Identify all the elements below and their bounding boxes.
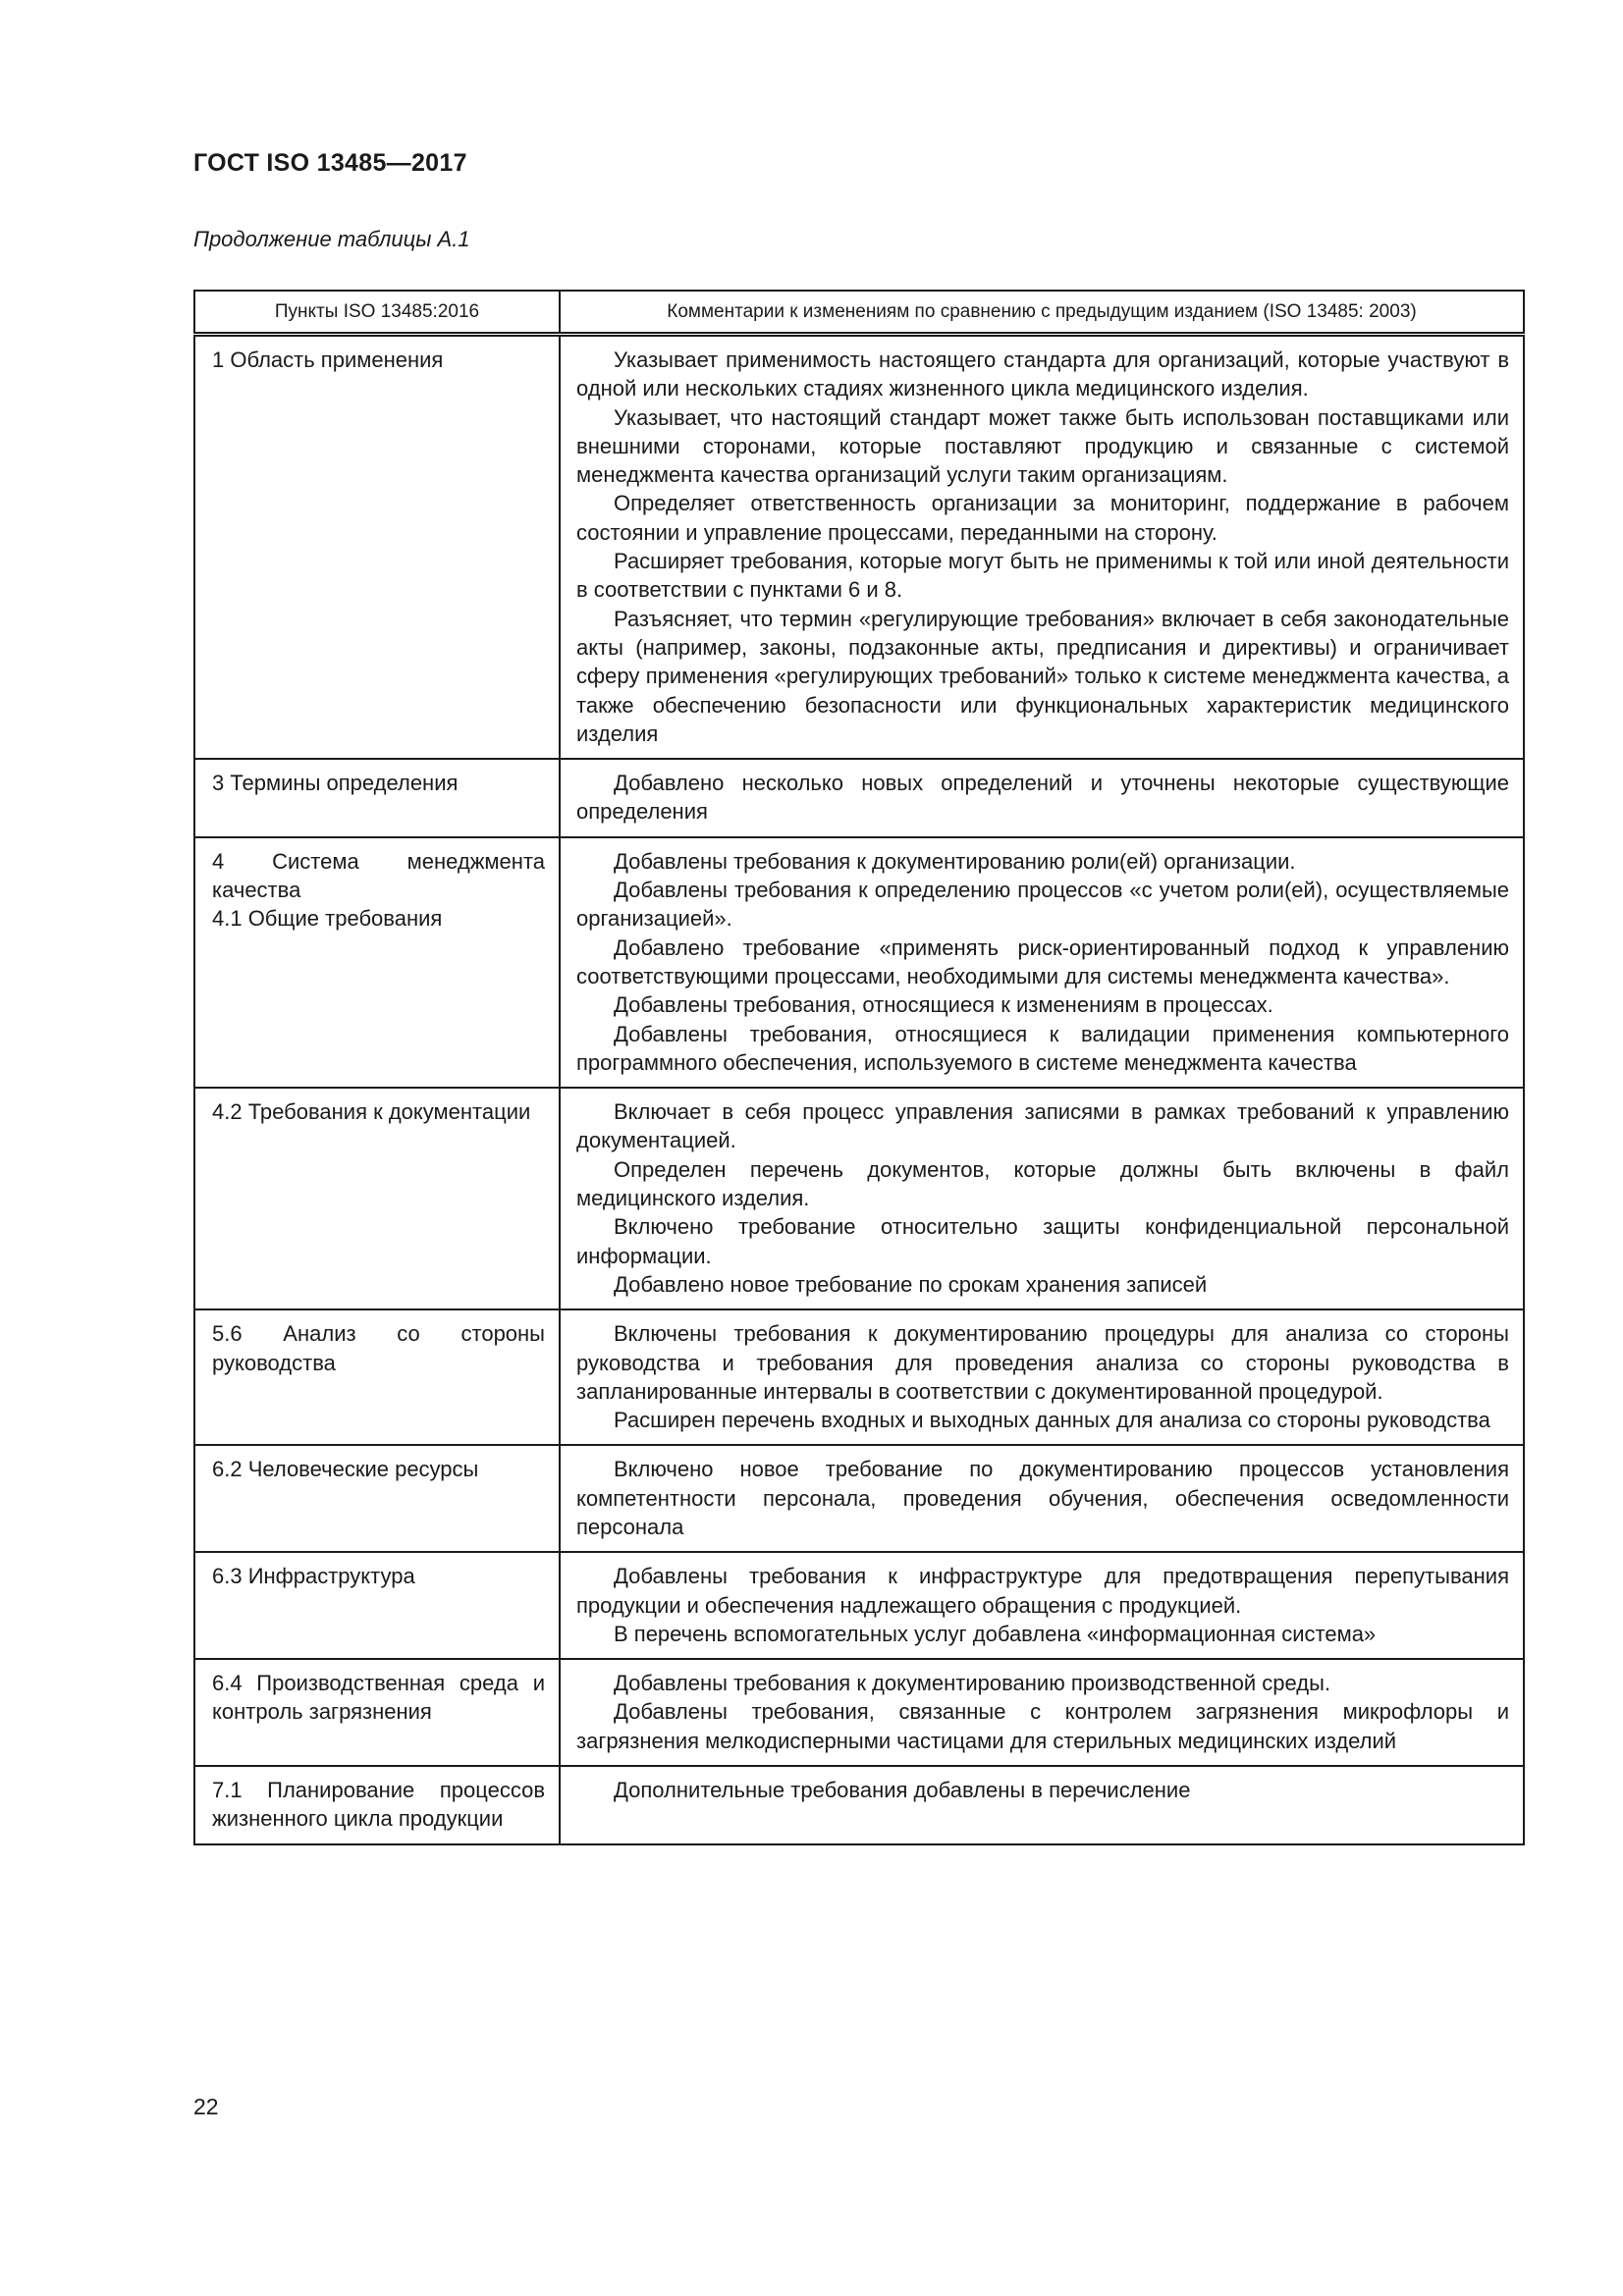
clause-cell bbox=[194, 1445, 560, 1552]
comment-paragraph: Расширяет требования, которые могут быть не применимы к той или иной деятельности в соответствии с пунктами 6 и 8. bbox=[576, 549, 1509, 603]
comment-paragraph: Добавлены требования к документированию роли(ей) организации. bbox=[614, 848, 1296, 874]
comment-paragraph: Указывает применимость настоящего стандарта для организаций, которые участвуют в одной или нескольких стадиях жизненного цикла медицинского изделия. bbox=[576, 347, 1509, 401]
clause-cell bbox=[194, 1088, 560, 1309]
table-row bbox=[194, 1309, 1524, 1445]
comment-paragraph: Определен перечень документов, которые должны быть включены в файл медицинского изделия. bbox=[576, 1156, 1509, 1211]
comment-paragraph: Расширен перечень входных и выходных данных для анализа со стороны руководства bbox=[614, 1408, 1490, 1433]
table-row bbox=[194, 1088, 1524, 1309]
clause-text: 3 Термины определения bbox=[212, 771, 459, 796]
clause-cell bbox=[194, 837, 560, 1088]
comment-cell bbox=[560, 1445, 1524, 1552]
clause-text: 6.4 Производственная среда и контроль загрязнения bbox=[212, 1671, 545, 1725]
comment-paragraph: В перечень вспомогательных услуг добавлена «информационная система» bbox=[614, 1621, 1377, 1646]
comment-cell bbox=[560, 335, 1524, 760]
comment-paragraph: Добавлены требования к инфраструктуре для предотвращения перепутывания продукции и обеспечения надлежащего обращения с продукцией. bbox=[576, 1564, 1509, 1618]
comment-cell bbox=[560, 1088, 1524, 1309]
comment-paragraph: Указывает, что настоящий стандарт может также быть использован поставщиками или внешними сторонами, которые поставляют продукцию и связанные с системой менеджмента качества организаций услуги таким организациям. bbox=[576, 404, 1509, 488]
clause-cell bbox=[194, 1659, 560, 1766]
comment-cell bbox=[560, 837, 1524, 1088]
clause-text: 4 Система менеджмента качества bbox=[212, 848, 545, 903]
comment-paragraph: Добавлены требования, относящиеся к изменениям в процессах. bbox=[614, 992, 1273, 1018]
comment-paragraph: Добавлено несколько новых определений и уточнены некоторые существующие определения bbox=[576, 771, 1509, 825]
comment-paragraph: Включено требование относительно защиты конфиденциальной персональной информации. bbox=[576, 1214, 1509, 1268]
clause-cell bbox=[194, 1309, 560, 1445]
comment-paragraph: Добавлены требования к определению процессов «с учетом роли(ей), осуществляемые организацией». bbox=[576, 878, 1509, 932]
page-number: 22 bbox=[193, 2094, 219, 2119]
table-row bbox=[194, 1552, 1524, 1659]
comment-cell bbox=[560, 1659, 1524, 1766]
comment-paragraph: Добавлено новое требование по срокам хранения записей bbox=[614, 1271, 1208, 1297]
comment-paragraph: Добавлено требование «применять риск-ориентированный подход к управлению соответствующими процессами, необходимыми для системы менеджмента качества». bbox=[576, 934, 1509, 988]
clause-text: 1 Область применения bbox=[212, 347, 444, 372]
table-row bbox=[194, 1659, 1524, 1766]
table-row bbox=[194, 1766, 1524, 1844]
comment-cell bbox=[560, 1309, 1524, 1445]
comment-paragraph: Включено новое требование по документированию процессов установления компетентности персонала, проведения обучения, обеспечения осведомленности персонала bbox=[576, 1457, 1509, 1539]
table-header-row bbox=[194, 291, 1524, 335]
comment-cell bbox=[560, 759, 1524, 837]
clause-cell bbox=[194, 1552, 560, 1659]
clause-text: 6.3 Инфраструктура bbox=[212, 1564, 415, 1589]
table-caption: Продолжение таблицы А.1 bbox=[193, 227, 470, 251]
changes-table bbox=[193, 290, 1525, 1845]
comment-cell bbox=[560, 1552, 1524, 1659]
comment-paragraph: Разъясняет, что термин «регулирующие требования» включает в себя законодательные акты (например, законы, подзаконные акты, предписания и директивы) и ограничивает сферу применения «регулирующих требований» только к системе менеджмента качества, а также обеспечению безопасности или функциональных характеристик медицинского изделия bbox=[576, 606, 1509, 746]
table-row bbox=[194, 759, 1524, 837]
clause-cell bbox=[194, 759, 560, 837]
table-row bbox=[194, 837, 1524, 1088]
comment-cell bbox=[560, 1766, 1524, 1844]
comment-paragraph: Включает в себя процесс управления записями в рамках требований к управлению документацией. bbox=[576, 1099, 1509, 1153]
comment-paragraph: Дополнительные требования добавлены в перечисление bbox=[614, 1778, 1191, 1803]
table-body bbox=[194, 335, 1524, 1844]
table-row bbox=[194, 335, 1524, 760]
clause-cell bbox=[194, 1766, 560, 1844]
clause-text: 6.2 Человеческие ресурсы bbox=[212, 1457, 479, 1482]
clause-text: 7.1 Планирование процессов жизненного цикла продукции bbox=[212, 1778, 545, 1832]
clause-text: 4.1 Общие требования bbox=[212, 906, 443, 932]
column-header-comments: Комментарии к изменениям по сравнению с предыдущим изданием (ISO 13485: 2003) bbox=[560, 291, 1524, 335]
table-row bbox=[194, 1445, 1524, 1552]
clause-text: 4.2 Требования к документации bbox=[212, 1099, 531, 1125]
clause-cell bbox=[194, 335, 560, 760]
column-header-clauses: Пункты ISO 13485:2016 bbox=[194, 291, 560, 335]
comment-paragraph: Добавлены требования, связанные с контролем загрязнения микрофлоры и загрязнения мелкодисперными частицами для стерильных медицинских изделий bbox=[576, 1699, 1509, 1753]
comment-paragraph: Добавлены требования, относящиеся к валидации применения компьютерного программного обеспечения, используемого в системе менеджмента качества bbox=[576, 1021, 1509, 1075]
comment-paragraph: Включены требования к документированию процедуры для анализа со стороны руководства и требования для проведения анализа со стороны руководства в запланированные интервалы в соответствии с документированной процедурой. bbox=[576, 1321, 1509, 1404]
document-standard-header: ГОСТ ISO 13485—2017 bbox=[193, 149, 467, 177]
clause-text: 5.6 Анализ со стороны руководства bbox=[212, 1321, 545, 1375]
comment-paragraph: Определяет ответственность организации за мониторинг, поддержание в рабочем состоянии и управление процессами, переданными на сторону. bbox=[576, 491, 1509, 545]
comment-paragraph: Добавлены требования к документированию производственной среды. bbox=[614, 1671, 1331, 1696]
